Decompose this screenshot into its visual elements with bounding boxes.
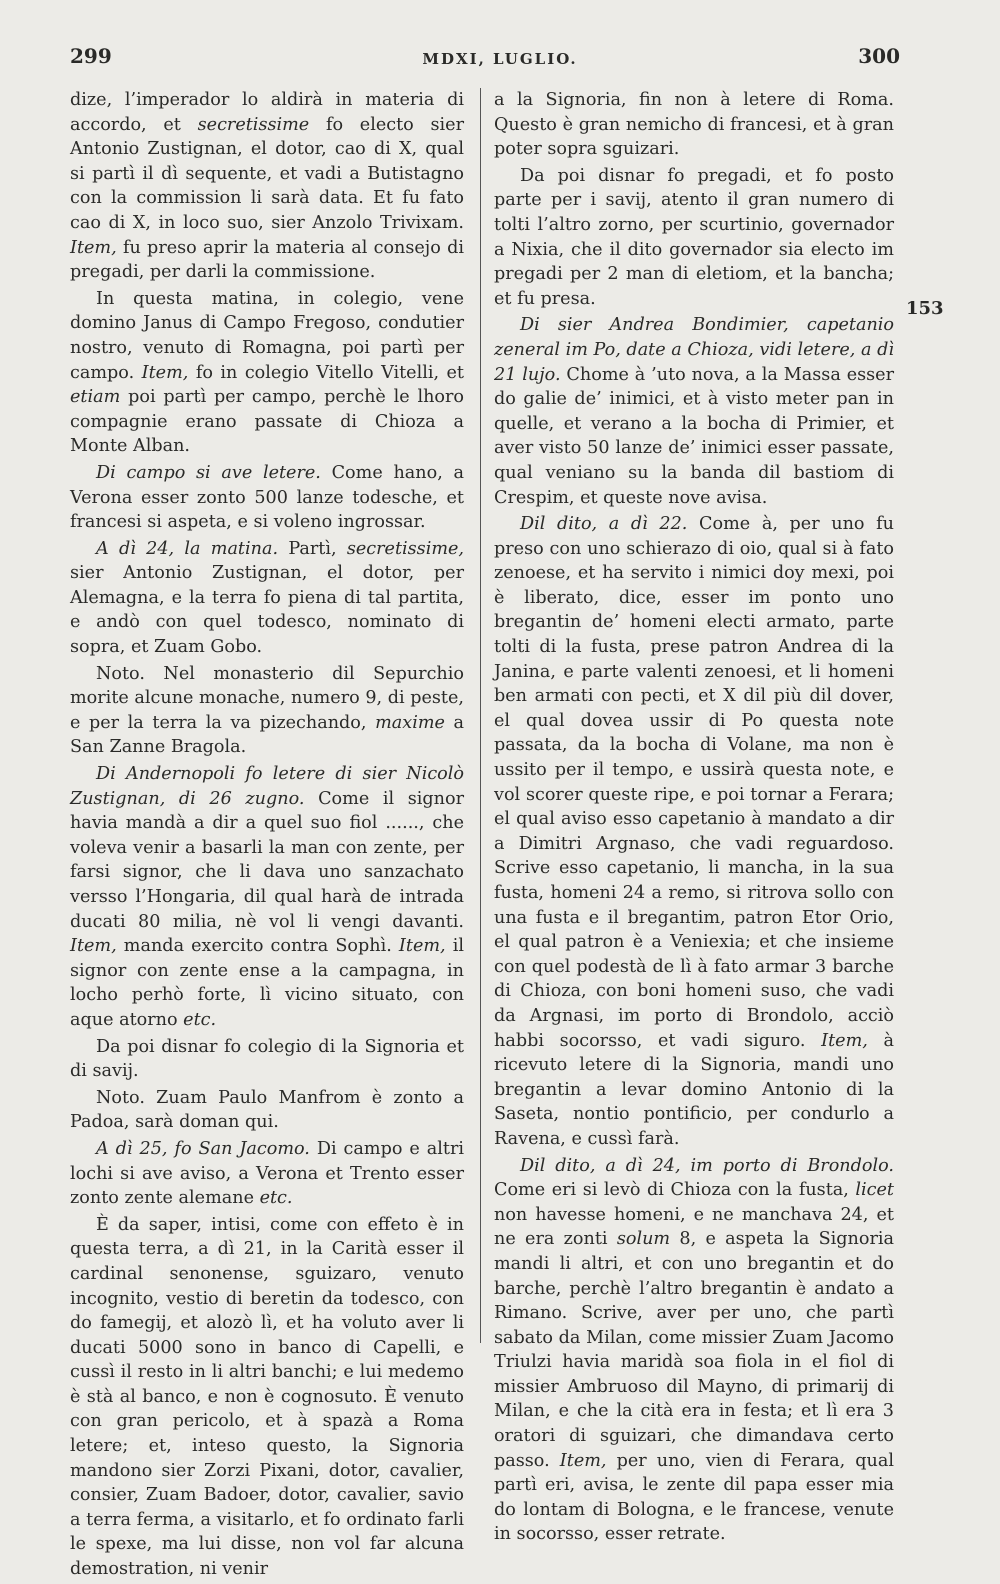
italic-text: secretissime	[197, 114, 310, 135]
italic-text: solum	[616, 1229, 671, 1250]
paragraph	[494, 88, 894, 162]
text-run: Come il signor havia mandà a dir a quel suo fiol ......, che voleva venir a basarli la man con zente, per farsi signor, che li dava uno sanzachato versso l’Hongaria, dil qual harà de intrada ducati 80 milia, nè vol li vengi davanti.	[70, 788, 464, 932]
text-run: poi partì per campo, perchè le lhoro compagnie erano passate di Chioza a Monte Alban.	[70, 387, 464, 457]
text-run: Da poi disnar fo colegio di la Signoria et di savij.	[70, 1036, 464, 1082]
text-run: per uno, vien di Ferara, qual partì eri, avisa, le zente dil papa esser mia do lontam di Bologna, e le francese, venute in socorsso, esser retrate.	[494, 1450, 894, 1545]
paragraph	[70, 287, 464, 459]
italic-text: etc.	[259, 1188, 293, 1209]
text-run: fu preso aprir la materia al consejo di pregadi, per darli la commissione.	[70, 237, 464, 283]
text-run: Di campo e altri lochi si ave aviso, a Verona et Trento esser zonto zente alemane	[70, 1138, 464, 1209]
text-run: fo in colegio Vitello Vitelli, et	[188, 362, 464, 383]
italic-text: Di sier Andrea Bondimier, capetanio zeneral im Po, date a Chioza, vidi letere, a dì 21 lujo.	[494, 315, 894, 385]
left-column	[70, 88, 464, 1584]
text-run: In questa matina, in colegio, vene domino Janus di Campo Fregoso, condutier nostro, venuto di Romagna, poi partì per campo.	[70, 288, 464, 383]
text-run: Da poi disnar fo pregadi, et fo posto parte per i savij, atento il gran numero di tolti l’altro zorno, per scurtinio, governador a Nixia, che il dito governador sia electo im pregadi per 2 man di eletiom, et la bancha; et fu presa.	[494, 165, 894, 309]
italic-text: A dì 24, la matina.	[96, 538, 279, 559]
italic-text: Dil dito, a dì 22.	[520, 514, 688, 535]
text-run: Noto. Nel monasterio dil Sepurchio morite alcune monache, numero 9, di peste, e per la terra la va pizechando,	[70, 663, 464, 733]
italic-text: Item,	[141, 362, 189, 383]
column-divider	[480, 88, 481, 1343]
paragraph	[70, 762, 464, 1033]
text-run: Come à, per uno fu preso con uno schierazo di oio, qual si à fato zenoese, et ha servito i nimici doy mexi, poi è liberato, dice, esser im ponto uno bregantin de’ homeni electi armato, parte tolti di la fusta, prese patron Andrea di la Janina, e parte valenti zenoesi, et li homeni ben armati con pecti, et X dil più dil dover, el qual dovea ussir di Po questa note passata, da la bocha di Volane, ma non è ussito per il tempo, e ussirà questa note, e vol scorer queste ripe, e poi tornar a Ferara; el qual aviso esso capetanio à mandato a dir a Dimitri Argnaso, che vadi reguardoso. Scrive esso capetanio, li mancha, in la sua fusta, homeni 24 a remo, si ritrova sollo con una fusta e il bregantim, patron Etor Orio, el qual patron è a Veniexia; et che insieme con quel podestà de lì à fato armar 3 barche di Chioza, con boni homeni suso, che vadi da Argnasi, im porto di Brondolo, acciò habbi socorsso, et vadi siguro.	[494, 514, 894, 1051]
paragraph	[70, 662, 464, 760]
text-run: il signor con zente ense a la campagna, in locho perhò forte, lì vicino situato, con aque atorno	[70, 936, 464, 1030]
italic-text: secretissime,	[346, 538, 465, 559]
italic-text: Di campo si ave letere.	[96, 462, 321, 483]
paragraph	[70, 537, 464, 660]
italic-text: Di Andernopoli fo letere di sier Nicolò Zustignan, di 26 zugno.	[70, 764, 464, 809]
italic-text: etc.	[183, 1009, 217, 1030]
italic-text: Item,	[70, 936, 117, 957]
text-run: à ricevuto letere di la Signoria, mandi uno bregantin a levar domino Antonio di la Saseta, nontio pontificio, per condurlo a Ravena, e cussì farà.	[494, 1030, 894, 1149]
text-run: 8, e aspeta la Signoria mandi li altri, et con uno bregantin et do barche, perchè l’altro bregantin è andato a Rimano. Scrive, aver per uno, che partì sabato da Milan, come missier Zuam Jacomo Triulzi havia maridà soa fiola in el fiol di missier Ambruoso dil Mayno, di primarij di Milan, e che la cità era in festa; et lì era 3 oratori di sguizari, che dimandava certo passo.	[494, 1229, 895, 1471]
paragraph	[494, 313, 894, 510]
paragraph	[70, 461, 464, 535]
running-title: MDXI, LUGLIO.	[422, 50, 578, 68]
italic-text: etiam	[70, 387, 121, 408]
paragraph	[70, 1086, 464, 1135]
text-run: Come hano, a Verona esser zonto 500 lanze todesche, et francesi si aspeta, e si voleno ingrossar.	[70, 462, 464, 533]
text-run: non havesse homeni, e ne manchava 24, et ne era zonti	[494, 1204, 894, 1250]
left-page-number: 299	[70, 44, 112, 68]
text-run: Come eri si levò di Chioza con la fusta,	[494, 1180, 856, 1201]
italic-text: A dì 25, fo San Jacomo.	[96, 1138, 310, 1159]
paragraph	[494, 164, 894, 312]
text-run: dize, l’imperador lo aldirà in materia di accordo, et	[70, 90, 464, 135]
paragraph	[70, 1035, 464, 1084]
text-run: a San Zanne Bragola.	[70, 712, 464, 758]
text-run: Chome à ’uto nova, a la Massa esser do galie de’ inimici, et à visto meter pan in quelle, et verano a la bocha di Primier, et aver visto 50 lanze de’ inimici esser passate, qual veniano su la banda dil bastiom di Crespim, et queste nove avisa.	[494, 364, 894, 508]
text-run: È da saper, intisi, come con effeto è in questa terra, a dì 21, in la Carità esser il cardinal senonense, sguizaro, venuto incognito, vestio di beretin da todesco, con do famegij, et alozò lì, et ha voluto aver li ducati 5000 sono in banco di Capelli, e cussì il resto in li altri banchi; e lui medemo è stà al banco, e non è cognosuto. È venuto con gran pericolo, et à spazà a Roma letere; et, inteso questo, la Signoria mandono sier Zorzi Pixani, dotor, cavalier, consier, Zuam Badoer, dotor, cavalier, savio a terra ferma, a visitarlo, et fo ordinato farli le spexe, ma lui disse, non vol far alcuna demostration, ni venir	[70, 1214, 464, 1580]
italic-text: licet	[855, 1180, 894, 1201]
italic-text: maxime	[375, 712, 445, 733]
text-run: manda exercito contra Sophì.	[116, 936, 399, 957]
italic-text: Item,	[559, 1450, 607, 1471]
italic-text: Item,	[70, 237, 117, 258]
text-run: Partì,	[278, 538, 347, 559]
text-run: a la Signoria, fin non à letere di Roma. Questo è gran nemicho di francesi, et à gran poter sopra sguizari.	[494, 90, 894, 160]
paragraph	[494, 512, 894, 1151]
italic-text: Item,	[398, 936, 446, 957]
italic-text: Dil dito, a dì 24, im porto di Brondolo.	[520, 1155, 894, 1176]
text-run: sier Antonio Zustignan, el dotor, per Alemagna, e la terra fo piena di tal partita, e andò con quel todesco, nominato di sopra, et Zuam Gobo.	[70, 563, 464, 658]
right-page-number: 300	[858, 44, 900, 68]
margin-note: 153	[906, 298, 944, 319]
right-column	[494, 88, 894, 1549]
paragraph	[70, 1137, 464, 1211]
paragraph	[494, 1154, 894, 1548]
text-run: fo electo sier Antonio Zustignan, el dotor, cao di X, qual si partì il dì sequente, et vadi a Butistagno con la commission li sarà data. Et fu fato cao di X, in loco suo, sier Anzolo Trivixam.	[70, 114, 464, 233]
italic-text: Item,	[821, 1030, 868, 1051]
paragraph	[70, 88, 464, 285]
text-run: Noto. Zuam Paulo Manfrom è zonto a Padoa, sarà doman qui.	[70, 1087, 464, 1133]
paragraph	[70, 1213, 464, 1582]
